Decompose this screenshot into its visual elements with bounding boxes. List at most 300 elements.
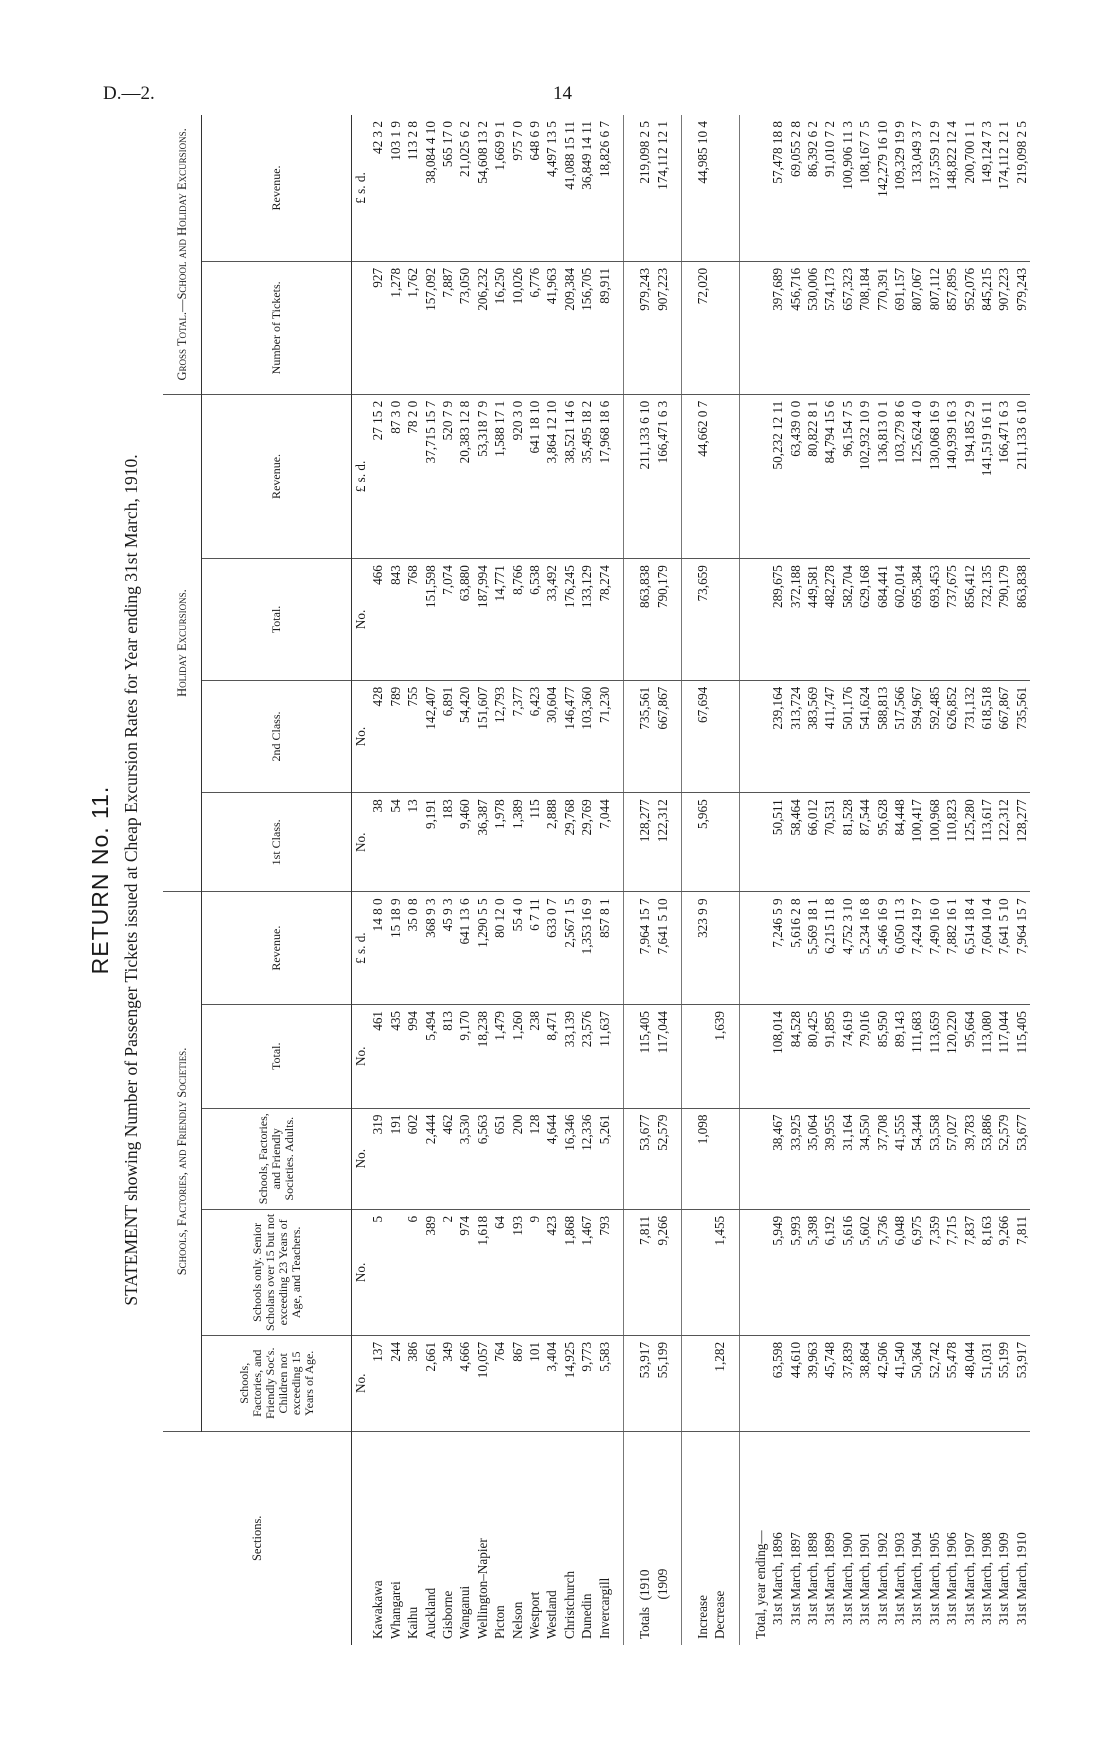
cell-second-class: 735,561 bbox=[624, 680, 654, 793]
cell-sf-total: 18,238 bbox=[474, 1004, 491, 1108]
cell-hol-revenue: 84,794 15 6 bbox=[821, 394, 838, 558]
cell-empty bbox=[739, 261, 769, 394]
section-name: Wellington–Napier bbox=[474, 1538, 490, 1639]
section-row bbox=[439, 115, 456, 1645]
cell-hol-total: 790,179 bbox=[995, 559, 1012, 681]
col-gross-revenue: Revenue. bbox=[202, 115, 352, 261]
cell-first-class: 13 bbox=[404, 793, 421, 892]
cell-gross-tickets: 691,157 bbox=[891, 261, 908, 394]
section-row bbox=[456, 115, 473, 1645]
cell-first-class: 110,823 bbox=[943, 793, 960, 892]
cell-sf-total: 11,637 bbox=[596, 1004, 624, 1108]
cell-adults: 35,064 bbox=[804, 1108, 821, 1209]
cell-sf-revenue: 6,215 11 8 bbox=[821, 892, 838, 1005]
cell-sf-total: 1,639 bbox=[711, 1004, 739, 1108]
sections-header: Sections. bbox=[163, 1431, 352, 1645]
cell-children: 44,610 bbox=[787, 1335, 804, 1431]
cell-seniors: 5,949 bbox=[769, 1209, 786, 1335]
cell-hol-revenue: 44,662 0 7 bbox=[681, 394, 711, 558]
cell-hol-total: 863,838 bbox=[624, 559, 654, 681]
cell-gross-revenue: 4,497 13 5 bbox=[543, 115, 560, 261]
cell-first-class: 100,417 bbox=[908, 793, 925, 892]
cell-seniors: 5,993 bbox=[787, 1209, 804, 1335]
col-gross-tickets: Number of Tickets. bbox=[202, 261, 352, 394]
cell-seniors: 7,715 bbox=[943, 1209, 960, 1335]
section-name: Picton bbox=[492, 1605, 508, 1639]
unit-gross-tickets bbox=[352, 261, 370, 394]
unit-sf-revenue: £ s. d. bbox=[352, 892, 370, 1005]
cell-hol-revenue: 166,471 6 3 bbox=[995, 394, 1012, 558]
cell-children: 386 bbox=[404, 1335, 421, 1431]
history-year: 31st March, 1907 bbox=[961, 1532, 977, 1625]
cell-sf-revenue: 80 12 0 bbox=[491, 892, 508, 1005]
cell-second-class: 541,624 bbox=[856, 680, 873, 793]
cell-seniors: 5,616 bbox=[839, 1209, 856, 1335]
cell-second-class: 667,867 bbox=[654, 680, 682, 793]
cell-sf-total: 117,044 bbox=[995, 1004, 1012, 1108]
statement-title: STATEMENT showing Number of Passenger Tickets issued at Cheap Excursion Rates for Year ending 31st March, 1910. bbox=[121, 454, 141, 1306]
cell-adults: 34,550 bbox=[856, 1108, 873, 1209]
cell-sf-total: 9,170 bbox=[456, 1004, 473, 1108]
cell-gross-tickets: 927 bbox=[369, 261, 386, 394]
cell-first-class: 81,528 bbox=[839, 793, 856, 892]
cell-children: 244 bbox=[387, 1335, 404, 1431]
cell-sf-total: 113,659 bbox=[926, 1004, 943, 1108]
cell-gross-revenue: 86,392 6 2 bbox=[804, 115, 821, 261]
col-adults: Schools, Factories, and Friendly Societies. Adults. bbox=[202, 1108, 352, 1209]
cell-hol-revenue: 920 3 0 bbox=[509, 394, 526, 558]
cell-children: 349 bbox=[439, 1335, 456, 1431]
history-row bbox=[856, 115, 873, 1645]
cell-adults: 1,098 bbox=[681, 1108, 711, 1209]
cell-hol-revenue: 103,279 8 6 bbox=[891, 394, 908, 558]
totals-label: (1909 bbox=[654, 1568, 670, 1639]
cell-second-class: 789 bbox=[387, 680, 404, 793]
cell-sf-total: 461 bbox=[369, 1004, 386, 1108]
cell-gross-tickets: 456,716 bbox=[787, 261, 804, 394]
cell-hol-revenue: 87 3 0 bbox=[387, 394, 404, 558]
cell-gross-revenue: 38,084 4 10 bbox=[422, 115, 439, 261]
cell-seniors: 1,455 bbox=[711, 1209, 739, 1335]
page-number: 14 bbox=[553, 83, 572, 104]
cell-hol-revenue: 50,232 12 11 bbox=[769, 394, 786, 558]
cell-adults: 200 bbox=[509, 1108, 526, 1209]
section-row bbox=[404, 115, 421, 1645]
cell-sf-total: 113,080 bbox=[978, 1004, 995, 1108]
cell-sf-revenue: 7,641 5 10 bbox=[995, 892, 1012, 1005]
cell-seniors: 389 bbox=[422, 1209, 439, 1335]
cell-empty bbox=[739, 559, 769, 681]
cell-second-class: 103,360 bbox=[578, 680, 595, 793]
cell-hol-revenue: 130,068 16 9 bbox=[926, 394, 943, 558]
history-row bbox=[787, 115, 804, 1645]
cell-hol-total: 6,538 bbox=[526, 559, 543, 681]
cell-adults: 319 bbox=[369, 1108, 386, 1209]
cell-sf-revenue: 35 0 8 bbox=[404, 892, 421, 1005]
cell-sf-revenue: 2,567 1 5 bbox=[561, 892, 578, 1005]
cell-children: 764 bbox=[491, 1335, 508, 1431]
cell-first-class: 50,511 bbox=[769, 793, 786, 892]
cell-sf-total: 238 bbox=[526, 1004, 543, 1108]
cell-hol-revenue: 166,471 6 3 bbox=[654, 394, 682, 558]
unit-hol-revenue: £ s. d. bbox=[352, 394, 370, 558]
cell-gross-revenue: 975 7 0 bbox=[509, 115, 526, 261]
cell-gross-revenue: 108,167 7 5 bbox=[856, 115, 873, 261]
cell-second-class: 667,867 bbox=[995, 680, 1012, 793]
cell-second-class: 71,230 bbox=[596, 680, 624, 793]
cell-sf-revenue: 6,050 11 3 bbox=[891, 892, 908, 1005]
cell-second-class: 383,569 bbox=[804, 680, 821, 793]
totals-row bbox=[624, 115, 654, 1645]
cell-gross-revenue: 36,849 14 11 bbox=[578, 115, 595, 261]
cell-hol-revenue: 102,932 10 9 bbox=[856, 394, 873, 558]
cell-hol-total: 737,675 bbox=[943, 559, 960, 681]
cell-sf-total: 33,139 bbox=[561, 1004, 578, 1108]
cell-first-class: 58,464 bbox=[787, 793, 804, 892]
col-hol-revenue: Revenue. bbox=[202, 394, 352, 558]
cell-sf-revenue: 6 7 11 bbox=[526, 892, 543, 1005]
history-row bbox=[961, 115, 978, 1645]
history-year: 31st March, 1908 bbox=[979, 1532, 994, 1625]
cell-adults: 53,558 bbox=[926, 1108, 943, 1209]
history-year: 31st March, 1900 bbox=[839, 1532, 855, 1625]
cell-adults: 37,708 bbox=[874, 1108, 891, 1209]
history-year: 31st March, 1901 bbox=[857, 1532, 873, 1625]
cell-second-class: 146,477 bbox=[561, 680, 578, 793]
unit-sf-total: No. bbox=[352, 1004, 370, 1108]
cell-children: 63,598 bbox=[769, 1335, 786, 1431]
cell-hol-total: 78,274 bbox=[596, 559, 624, 681]
cell-hol-revenue: 520 7 9 bbox=[439, 394, 456, 558]
cell-sf-total: 813 bbox=[439, 1004, 456, 1108]
section-row bbox=[561, 115, 578, 1645]
cell-seniors: 793 bbox=[596, 1209, 624, 1335]
totals-label-text: Totals bbox=[637, 1606, 653, 1639]
cell-second-class: 12,793 bbox=[491, 680, 508, 793]
cell-hol-total: 856,412 bbox=[961, 559, 978, 681]
section-name: Invercargill bbox=[596, 1577, 612, 1639]
history-year: 31st March, 1896 bbox=[770, 1532, 786, 1625]
cell-gross-tickets: 7,887 bbox=[439, 261, 456, 394]
table-body bbox=[352, 115, 1031, 1645]
section-row bbox=[491, 115, 508, 1645]
history-row bbox=[874, 115, 891, 1645]
section-row bbox=[509, 115, 526, 1645]
cell-seniors: 2 bbox=[439, 1209, 456, 1335]
cell-first-class: 29,769 bbox=[578, 793, 595, 892]
cell-adults: 53,886 bbox=[978, 1108, 995, 1209]
cell-gross-revenue: 42 3 2 bbox=[369, 115, 386, 261]
cell-sf-revenue: 641 13 6 bbox=[456, 892, 473, 1005]
cell-hol-total: 695,384 bbox=[908, 559, 925, 681]
history-row bbox=[943, 115, 960, 1645]
history-year: 31st March, 1903 bbox=[891, 1532, 907, 1625]
cell-first-class: 66,012 bbox=[804, 793, 821, 892]
cell-children: 2,661 bbox=[422, 1335, 439, 1431]
cell-empty bbox=[739, 680, 769, 793]
cell-children: 53,917 bbox=[624, 1335, 654, 1431]
cell-empty bbox=[739, 1335, 769, 1431]
cell-children: 50,364 bbox=[908, 1335, 925, 1431]
cell-gross-tickets: 807,067 bbox=[908, 261, 925, 394]
decrease-row bbox=[711, 115, 739, 1645]
cell-children: 1,282 bbox=[711, 1335, 739, 1431]
cell-hol-total: 693,453 bbox=[926, 559, 943, 681]
cell-hol-revenue bbox=[711, 394, 739, 558]
cell-adults: 53,677 bbox=[624, 1108, 654, 1209]
cell-second-class: 428 bbox=[369, 680, 386, 793]
cell-gross-revenue: 174,112 12 1 bbox=[654, 115, 682, 261]
cell-second-class: 67,694 bbox=[681, 680, 711, 793]
cell-gross-revenue: 137,559 12 9 bbox=[926, 115, 943, 261]
cell-first-class: 100,968 bbox=[926, 793, 943, 892]
cell-seniors: 1,618 bbox=[474, 1209, 491, 1335]
cell-adults: 602 bbox=[404, 1108, 421, 1209]
col-hol-total: Total. bbox=[202, 559, 352, 681]
cell-adults bbox=[711, 1108, 739, 1209]
cell-sf-revenue: 857 8 1 bbox=[596, 892, 624, 1005]
cell-seniors: 5 bbox=[369, 1209, 386, 1335]
cell-seniors: 7,359 bbox=[926, 1209, 943, 1335]
cell-hol-total: 629,168 bbox=[856, 559, 873, 681]
cell-first-class: 38 bbox=[369, 793, 386, 892]
cell-first-class: 183 bbox=[439, 793, 456, 892]
cell-gross-tickets: 807,112 bbox=[926, 261, 943, 394]
cell-gross-revenue: 148,822 12 4 bbox=[943, 115, 960, 261]
cell-children: 9,773 bbox=[578, 1335, 595, 1431]
totals-year: 1909 bbox=[654, 1568, 670, 1596]
cell-children: 137 bbox=[369, 1335, 386, 1431]
cell-second-class: 755 bbox=[404, 680, 421, 793]
cell-second-class: 517,566 bbox=[891, 680, 908, 793]
cell-adults: 52,579 bbox=[654, 1108, 682, 1209]
cell-hol-total: 176,245 bbox=[561, 559, 578, 681]
section-name: Westland bbox=[544, 1590, 560, 1639]
cell-sf-revenue: 45 9 3 bbox=[439, 892, 456, 1005]
history-row bbox=[1013, 115, 1030, 1645]
cell-hol-revenue: 125,624 4 0 bbox=[908, 394, 925, 558]
cell-hol-revenue: 27 15 2 bbox=[369, 394, 386, 558]
cell-second-class: 731,132 bbox=[961, 680, 978, 793]
cell-gross-tickets: 952,076 bbox=[961, 261, 978, 394]
cell-hol-total: 863,838 bbox=[1013, 559, 1030, 681]
cell-sf-total bbox=[681, 1004, 711, 1108]
cell-gross-revenue: 113 2 8 bbox=[404, 115, 421, 261]
cell-sf-revenue bbox=[711, 892, 739, 1005]
cell-adults: 38,467 bbox=[769, 1108, 786, 1209]
cell-adults: 6,563 bbox=[474, 1108, 491, 1209]
section-name: Kaihu bbox=[405, 1606, 421, 1639]
cell-hol-revenue: 1,588 17 1 bbox=[491, 394, 508, 558]
cell-gross-tickets: 157,092 bbox=[422, 261, 439, 394]
cell-adults: 57,027 bbox=[943, 1108, 960, 1209]
cell-hol-total: 449,581 bbox=[804, 559, 821, 681]
cell-adults: 2,444 bbox=[422, 1108, 439, 1209]
cell-children: 867 bbox=[509, 1335, 526, 1431]
cell-sf-total: 89,143 bbox=[891, 1004, 908, 1108]
cell-sf-total: 5,494 bbox=[422, 1004, 439, 1108]
cell-sf-revenue: 7,882 16 1 bbox=[943, 892, 960, 1005]
cell-second-class: 30,604 bbox=[543, 680, 560, 793]
cell-children: 14,925 bbox=[561, 1335, 578, 1431]
history-year: 31st March, 1899 bbox=[822, 1532, 838, 1625]
cell-sf-revenue: 7,246 5 9 bbox=[769, 892, 786, 1005]
cell-gross-tickets: 1,278 bbox=[387, 261, 404, 394]
cell-gross-revenue: 1,669 9 1 bbox=[491, 115, 508, 261]
cell-gross-revenue: 219,098 2 5 bbox=[624, 115, 654, 261]
group-header-row bbox=[163, 115, 202, 1645]
cell-adults: 462 bbox=[439, 1108, 456, 1209]
cell-gross-tickets: 16,250 bbox=[491, 261, 508, 394]
history-row bbox=[995, 115, 1012, 1645]
cell-sf-total: 95,664 bbox=[961, 1004, 978, 1108]
cell-gross-revenue: 142,279 16 10 bbox=[874, 115, 891, 261]
cell-gross-revenue: 18,826 6 7 bbox=[596, 115, 624, 261]
cell-children: 5,583 bbox=[596, 1335, 624, 1431]
cell-adults: 33,925 bbox=[787, 1108, 804, 1209]
cell-hol-total: 151,598 bbox=[422, 559, 439, 681]
history-row bbox=[769, 115, 786, 1645]
schools-group-header: Schools, Factories, and Friendly Societies. bbox=[163, 892, 202, 1431]
cell-hol-revenue: 78 2 0 bbox=[404, 394, 421, 558]
history-row bbox=[978, 115, 995, 1645]
cell-seniors: 6,975 bbox=[908, 1209, 925, 1335]
cell-first-class: 36,387 bbox=[474, 793, 491, 892]
cell-gross-tickets: 845,215 bbox=[978, 261, 995, 394]
section-name: Auckland bbox=[422, 1587, 438, 1639]
cell-second-class: 151,607 bbox=[474, 680, 491, 793]
cell-gross-tickets: 206,232 bbox=[474, 261, 491, 394]
cell-gross-revenue: 219,098 2 5 bbox=[1013, 115, 1030, 261]
cell-hol-revenue: 140,939 16 3 bbox=[943, 394, 960, 558]
unit-adults: No. bbox=[352, 1108, 370, 1209]
totals-year: 1910 bbox=[637, 1569, 653, 1596]
cell-gross-tickets: 857,895 bbox=[943, 261, 960, 394]
gross-group-header: Gross Total.—School and Holiday Excursions. bbox=[163, 115, 202, 394]
cell-hol-total: 582,704 bbox=[839, 559, 856, 681]
cell-seniors: 5,736 bbox=[874, 1209, 891, 1335]
cell-hol-revenue: 136,813 0 1 bbox=[874, 394, 891, 558]
cell-seniors: 5,398 bbox=[804, 1209, 821, 1335]
cell-seniors: 8,163 bbox=[978, 1209, 995, 1335]
cell-sf-revenue: 323 9 9 bbox=[681, 892, 711, 1005]
cell-second-class: 594,967 bbox=[908, 680, 925, 793]
section-name: Westport bbox=[527, 1591, 543, 1639]
cell-empty bbox=[739, 1108, 769, 1209]
increase-label: Increase bbox=[681, 1431, 711, 1645]
cell-first-class bbox=[711, 793, 739, 892]
cell-gross-tickets: 657,323 bbox=[839, 261, 856, 394]
holiday-group-header: Holiday Excursions. bbox=[163, 394, 202, 892]
cell-sf-revenue: 7,604 10 4 bbox=[978, 892, 995, 1005]
cell-hol-revenue: 20,383 12 8 bbox=[456, 394, 473, 558]
cell-sf-revenue: 7,964 15 7 bbox=[1013, 892, 1030, 1005]
cell-hol-total: 33,492 bbox=[543, 559, 560, 681]
section-row bbox=[387, 115, 404, 1645]
cell-sf-total: 91,895 bbox=[821, 1004, 838, 1108]
cell-sf-total: 115,405 bbox=[624, 1004, 654, 1108]
cell-gross-revenue: 54,608 13 2 bbox=[474, 115, 491, 261]
section-name: Gisborne bbox=[440, 1590, 456, 1639]
cell-second-class: 6,891 bbox=[439, 680, 456, 793]
cell-second-class bbox=[711, 680, 739, 793]
increase-row bbox=[681, 115, 711, 1645]
cell-sf-total: 435 bbox=[387, 1004, 404, 1108]
cell-children: 41,540 bbox=[891, 1335, 908, 1431]
cell-children: 55,199 bbox=[654, 1335, 682, 1431]
cell-hol-total: 73,659 bbox=[681, 559, 711, 681]
section-row bbox=[526, 115, 543, 1645]
cell-sf-total: 85,950 bbox=[874, 1004, 891, 1108]
section-name: Dunedin bbox=[579, 1593, 595, 1639]
section-name: Christchurch bbox=[561, 1570, 577, 1639]
cell-empty bbox=[739, 115, 769, 261]
col-sf-total: Total. bbox=[202, 1004, 352, 1108]
cell-sf-revenue: 633 0 7 bbox=[543, 892, 560, 1005]
cell-hol-total: 768 bbox=[404, 559, 421, 681]
cell-hol-revenue: 38,521 14 6 bbox=[561, 394, 578, 558]
cell-children: 48,044 bbox=[961, 1335, 978, 1431]
decrease-label: Decrease bbox=[712, 1590, 728, 1639]
cell-sf-total: 80,425 bbox=[804, 1004, 821, 1108]
cell-gross-revenue: 565 17 0 bbox=[439, 115, 456, 261]
unit-first-class: No. bbox=[352, 793, 370, 892]
cell-hol-total bbox=[711, 559, 739, 681]
section-row bbox=[369, 115, 386, 1645]
cell-hol-total: 684,441 bbox=[874, 559, 891, 681]
column-header-row bbox=[202, 115, 352, 1645]
cell-adults: 54,344 bbox=[908, 1108, 925, 1209]
cell-seniors: 1,868 bbox=[561, 1209, 578, 1335]
unit-hol-total: No. bbox=[352, 559, 370, 681]
cell-first-class: 9,460 bbox=[456, 793, 473, 892]
cell-empty bbox=[739, 1004, 769, 1108]
cell-seniors: 6,048 bbox=[891, 1209, 908, 1335]
col-children: Schools, Factories, and Friendly Soc's. Children not exceeding 15 Years of Age. bbox=[202, 1335, 352, 1431]
cell-seniors: 6,192 bbox=[821, 1209, 838, 1335]
cell-first-class: 122,312 bbox=[995, 793, 1012, 892]
cell-gross-tickets: 89,911 bbox=[596, 261, 624, 394]
cell-adults: 4,644 bbox=[543, 1108, 560, 1209]
cell-hol-total: 14,771 bbox=[491, 559, 508, 681]
cell-hol-revenue: 53,318 7 9 bbox=[474, 394, 491, 558]
cell-sf-total: 23,576 bbox=[578, 1004, 595, 1108]
cell-adults: 12,336 bbox=[578, 1108, 595, 1209]
units-row bbox=[352, 115, 370, 1645]
history-row bbox=[926, 115, 943, 1645]
cell-hol-revenue: 80,822 8 1 bbox=[804, 394, 821, 558]
totals-row bbox=[654, 115, 682, 1645]
cell-gross-tickets: 979,243 bbox=[624, 261, 654, 394]
cell-hol-revenue: 96,154 7 5 bbox=[839, 394, 856, 558]
cell-gross-tickets: 1,762 bbox=[404, 261, 421, 394]
cell-sf-total: 74,619 bbox=[839, 1004, 856, 1108]
cell-sf-total: 1,479 bbox=[491, 1004, 508, 1108]
cell-gross-tickets: 530,006 bbox=[804, 261, 821, 394]
cell-hol-revenue: 194,185 2 9 bbox=[961, 394, 978, 558]
col-sf-revenue: Revenue. bbox=[202, 892, 352, 1005]
cell-second-class: 411,747 bbox=[821, 680, 838, 793]
cell-gross-tickets: 979,243 bbox=[1013, 261, 1030, 394]
cell-second-class: 7,377 bbox=[509, 680, 526, 793]
col-seniors: Schools only. Senior Scholars over 15 but not exceeding 23 Years of Age, and Teachers. bbox=[202, 1209, 352, 1335]
cell-hol-total: 289,675 bbox=[769, 559, 786, 681]
unit-gross-revenue: £ s. d. bbox=[352, 115, 370, 261]
cell-second-class: 618,518 bbox=[978, 680, 995, 793]
col-second-class: 2nd Class. bbox=[202, 680, 352, 793]
cell-gross-tickets: 708,184 bbox=[856, 261, 873, 394]
history-row bbox=[839, 115, 856, 1645]
